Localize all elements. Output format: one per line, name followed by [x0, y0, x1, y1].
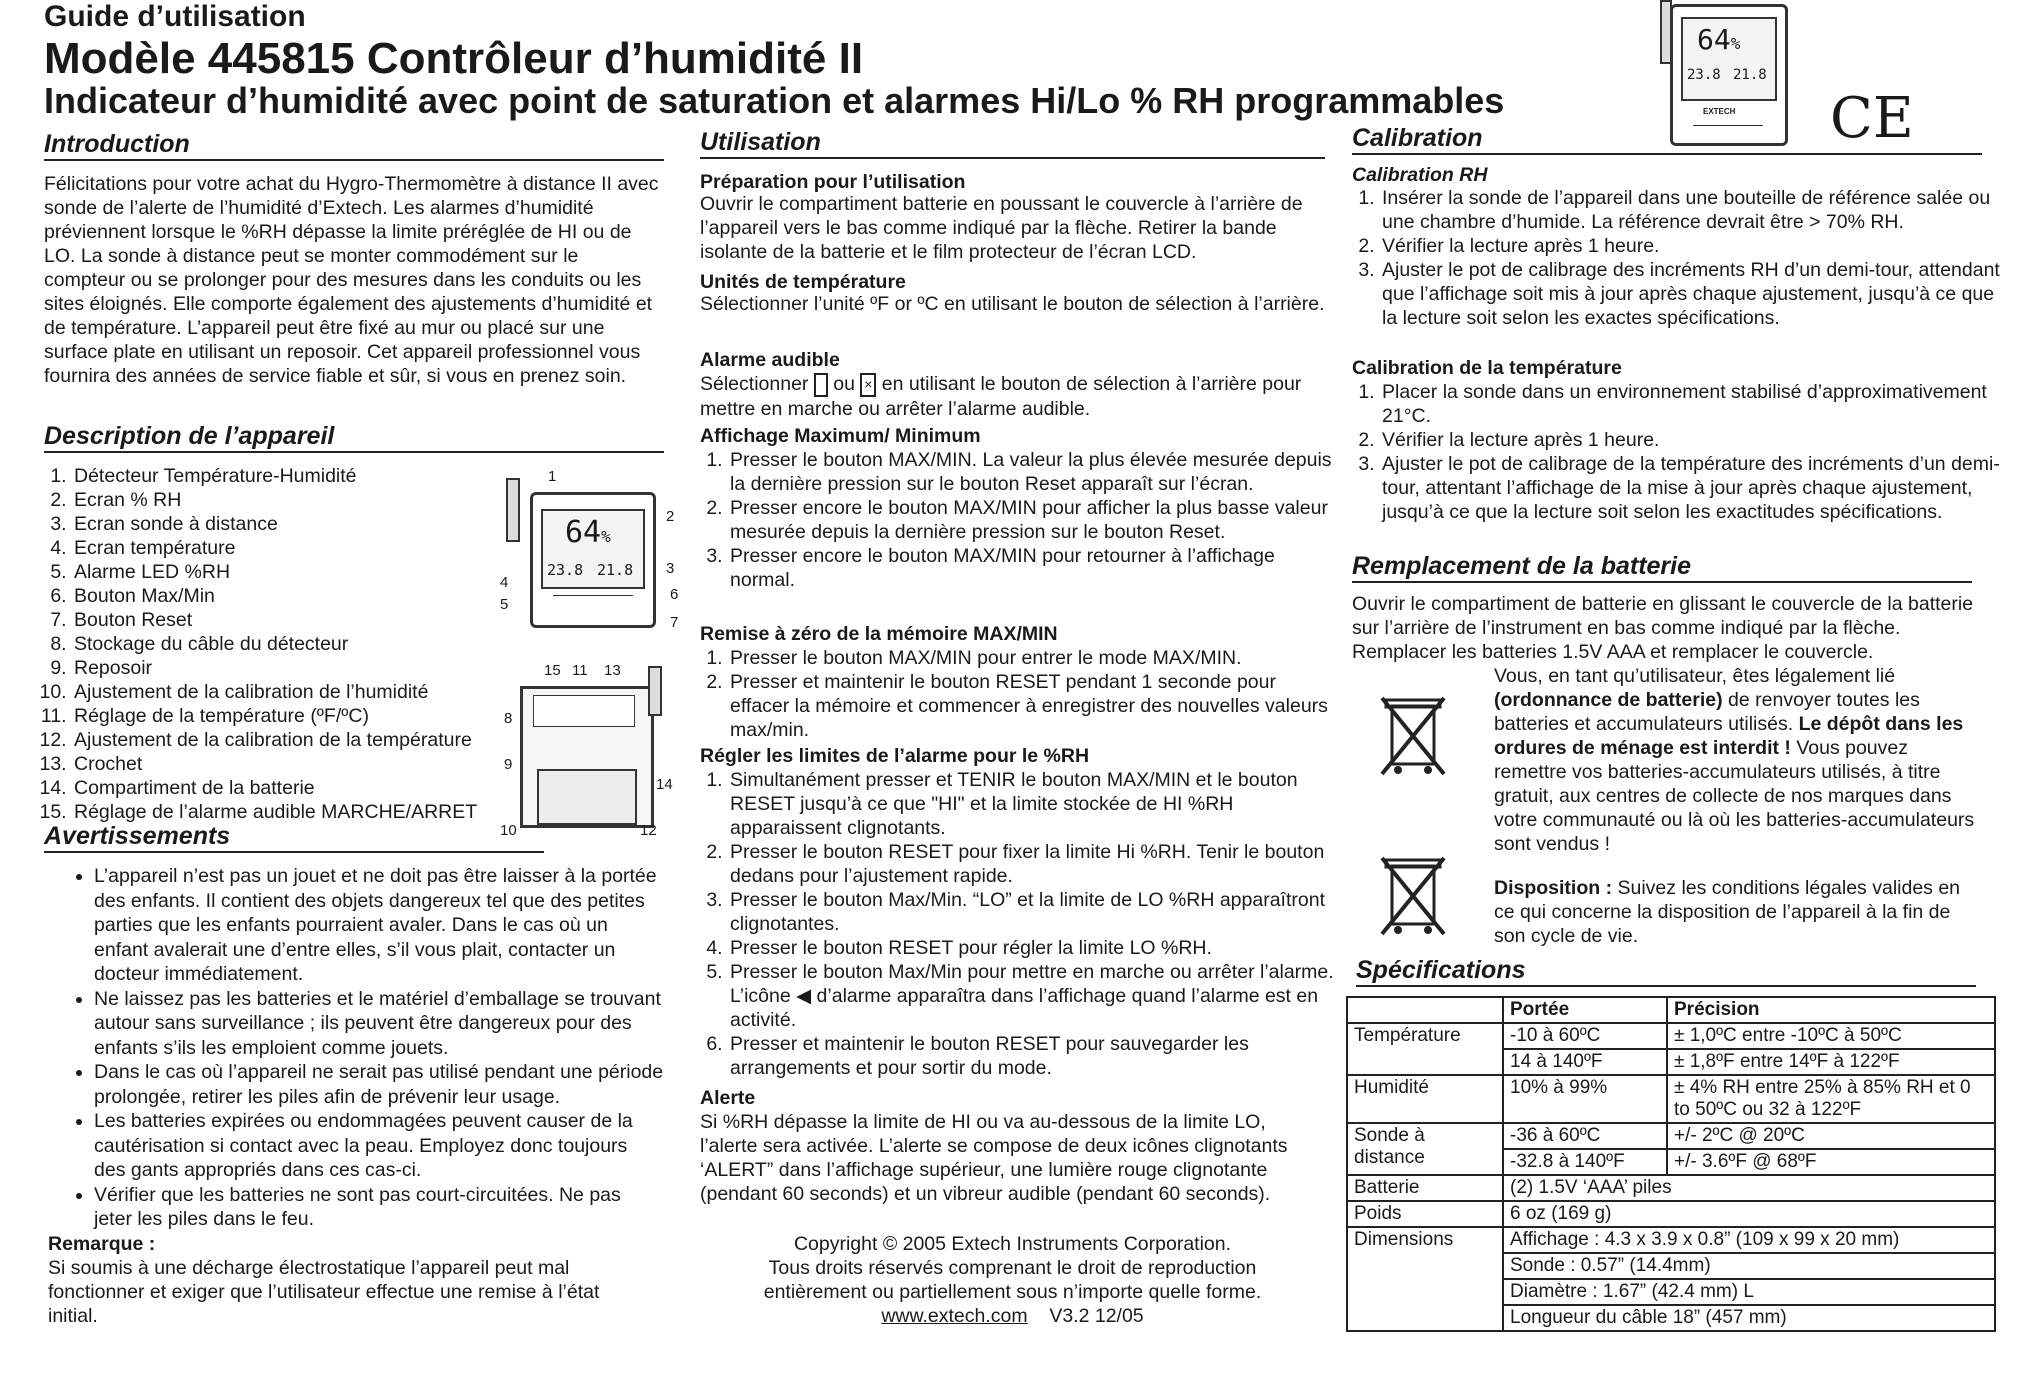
callout-5: 5 [500, 596, 509, 613]
specs-heading: Spécifications [1356, 956, 1976, 987]
rights-line-2: entièrement ou partiellement sous n’importe quelle forme. [763, 1281, 1262, 1303]
spec-cell: 14 à 140ºF [1503, 1049, 1667, 1075]
spec-label: Batterie [1347, 1175, 1503, 1201]
utilisation-heading: Utilisation [700, 128, 1325, 159]
callout-14: 14 [656, 776, 673, 793]
maxmin-item: 2. Presser encore le bouton MAX/MIN pour afficher la plus basse valeur mesurée depuis la dernière pression sur le bouton Reset. [728, 496, 1338, 544]
table-row [1347, 1201, 1995, 1227]
limits-item: 4. Presser le bouton RESET pour régler la limite LO %RH. [728, 936, 1338, 960]
spec-cell: 10% à 99% [1503, 1075, 1667, 1123]
rh-calibration-item: 2. Vérifier la lecture après 1 heure. [1380, 234, 2010, 258]
temp-calibration-heading: Calibration de la température [1352, 357, 1622, 379]
prep-heading: Préparation pour l’utilisation [700, 171, 966, 193]
page-title: Modèle 445815 Contrôleur d’humidité II [44, 34, 864, 83]
table-row [1347, 1075, 1995, 1123]
audible-text-c: en utilisant le bouton de sélection à l’arrière pour mettre en marche ou arrêter l’alarme audible. [700, 373, 1302, 420]
spec-label: Humidité [1347, 1075, 1503, 1123]
battery-legal-text [1494, 664, 1982, 856]
callout-2: 2 [666, 508, 675, 525]
audible-text [700, 372, 1325, 421]
lcd-temp-1: 23.8 [1687, 67, 1721, 83]
rights-line-1: Tous droits réservés comprenant le droit de reproduction [768, 1257, 1257, 1279]
callout-7: 7 [670, 614, 679, 631]
spec-cell: -32.8 à 140ºF [1503, 1149, 1667, 1175]
description-item: 10. Ajustement de la calibration de l’humidité [72, 680, 552, 704]
table-row [1347, 1175, 1995, 1201]
disposal-text [1494, 876, 1982, 948]
maxmin-list [700, 448, 1338, 592]
callout-10: 10 [500, 822, 517, 839]
version-label: V3.2 12/05 [1049, 1305, 1144, 1327]
warning-item: • Vérifier que les batteries ne sont pas court-circuitées. Ne pas jeter les piles dans le feu. [94, 1183, 664, 1232]
battery-legal-1-bold: (ordonnance de batterie) [1494, 689, 1723, 711]
calibration-heading: Calibration [1352, 124, 1982, 155]
limits-item: 2. Presser le bouton RESET pour fixer la limite Hi %RH. Tenir le bouton dedans pour l’ajustement rapide. [728, 840, 1338, 888]
rh-calibration-item: 1. Insérer la sonde de l’appareil dans une bouteille de référence salée ou une chambre d’humide. La référence devrait être > 70% RH. [1380, 186, 2010, 234]
guide-label: Guide d’utilisation [44, 0, 306, 33]
spec-label: Dimensions [1347, 1227, 1503, 1331]
description-item: 15. Réglage de l’alarme audible MARCHE/ARRET [72, 800, 552, 824]
col-range-header: Portée [1503, 997, 1667, 1023]
alert-heading: Alerte [700, 1087, 756, 1109]
callout-12: 12 [640, 822, 657, 839]
audible-text-a: Sélectionner [700, 373, 809, 395]
reset-item: 2. Presser et maintenir le bouton RESET pendant 1 seconde pour effacer la mémoire et commencer à enregistrer des nouvelles valeurs max/min. [728, 670, 1338, 742]
remark-heading: Remarque : [48, 1233, 156, 1255]
maxmin-heading: Affichage Maximum/ Minimum [700, 425, 981, 447]
rh-calibration-list [1352, 186, 2010, 330]
reset-item: 1. Presser le bouton MAX/MIN pour entrer le mode MAX/MIN. [728, 646, 1338, 670]
spec-cell: +/- 3.6ºF @ 68ºF [1667, 1149, 1995, 1175]
temp-calibration-item: 3. Ajuster le pot de calibrage de la température des incréments d’un demi-tour, attentant l’affichage de la mise à jour après chaque ajustement, jusqu’à ce que la lecture soit selon les exactitudes spécifications. [1380, 452, 2010, 524]
callout-4: 4 [500, 574, 509, 591]
callout-1: 1 [548, 468, 557, 485]
spec-label: Sonde à distance [1347, 1123, 1503, 1175]
description-item: 6. Bouton Max/Min [72, 584, 552, 608]
description-item: 1. Détecteur Température-Humidité [72, 464, 552, 488]
table-row [1347, 1227, 1995, 1253]
table-row [1347, 997, 1995, 1023]
warning-item: • Les batteries expirées ou endommagées peuvent causer de la cautérisation si contact avec la peau. Employez donc toujours des gants appropriés dans ces cas-ci. [94, 1109, 664, 1183]
spec-cell: (2) 1.5V ‘AAA’ piles [1503, 1175, 1995, 1201]
warning-item: • Ne laissez pas les batteries et le matériel d’emballage se trouvant autour sans surveillance ; ils peuvent être dangereux pour des enfants s’ils les emploient comme jouets. [94, 987, 664, 1061]
battery-legal-2-bold: Le dépôt dans les ordures de ménage est interdit ! [1494, 713, 1964, 759]
warning-item: • Dans le cas où l’appareil ne serait pas utilisé pendant une période prolongée, retirer les piles afin de prévenir leur usage. [94, 1060, 664, 1109]
description-item: 8. Stockage du câble du détecteur [72, 632, 552, 656]
spec-cell: -36 à 60ºC [1503, 1123, 1667, 1149]
device-brand: EXTECH [1703, 107, 1736, 116]
description-list [44, 464, 552, 824]
reset-heading: Remise à zéro de la mémoire MAX/MIN [700, 623, 1058, 645]
alarm-off-icon: × [860, 373, 876, 397]
warnings-heading: Avertissements [44, 822, 544, 853]
description-item: 3. Ecran sonde à distance [72, 512, 552, 536]
limits-item: 3. Presser le bouton Max/Min. “LO” et la limite de LO %RH apparaîtront clignotantes. [728, 888, 1338, 936]
rh-calibration-heading: Calibration RH [1352, 164, 1488, 186]
limits-item: 5. Presser le bouton Max/Min pour mettre en marche ou arrêter l’alarme. L’icône ◀ d’alarme apparaîtra dans l’affichage quand l’alarme est en activité. [728, 960, 1338, 1032]
battery-legal-3: Vous pouvez remettre vos batteries-accumulateurs utilisés, à titre gratuit, aux centres de collecte de nos marques dans votre communauté ou là où les batteries-accumulateurs sont vendus ! [1494, 737, 1975, 855]
limits-item: 6. Presser et maintenir le bouton RESET pour sauvegarder les arrangements et pour sortir du mode. [728, 1032, 1338, 1080]
callout-11: 11 [572, 662, 588, 679]
copyright-text: Copyright © 2005 Extech Instruments Corporation. [793, 1233, 1232, 1255]
disposal-bold: Disposition : [1494, 877, 1613, 899]
website-link[interactable]: www.extech.com [881, 1305, 1028, 1327]
description-item: 2. Ecran % RH [72, 488, 552, 512]
callout-3: 3 [666, 560, 675, 577]
units-heading: Unités de température [700, 271, 906, 293]
spec-cell: Longueur du câble 18” (457 mm) [1503, 1305, 1995, 1331]
alarm-on-icon [814, 373, 828, 397]
description-item: 14. Compartiment de la batterie [72, 776, 552, 800]
maxmin-item: 3. Presser encore le bouton MAX/MIN pour retourner à l’affichage normal. [728, 544, 1338, 592]
audible-text-b: ou [833, 373, 855, 395]
table-row [1347, 1123, 1995, 1149]
description-item: 11. Réglage de la température (ºF/ºC) [72, 704, 552, 728]
spec-cell: Sonde : 0.57” (14.4mm) [1503, 1253, 1995, 1279]
limits-list [700, 768, 1338, 1080]
maxmin-item: 1. Presser le bouton MAX/MIN. La valeur la plus élevée mesurée depuis la dernière pression sur le bouton Reset apparaît sur l’écran. [728, 448, 1338, 496]
description-item: 7. Bouton Reset [72, 608, 552, 632]
crossed-bin-icon [1378, 690, 1448, 780]
page-subtitle: Indicateur d’humidité avec point de saturation et alarmes Hi/Lo % RH programmables [44, 80, 1505, 121]
callout-6: 6 [670, 586, 679, 603]
table-row [1347, 1023, 1995, 1049]
limits-item: 1. Simultanément presser et TENIR le bouton MAX/MIN et le bouton RESET jusqu’à ce que "HI" et la limite stockée de HI %RH apparaissent clignotants. [728, 768, 1338, 840]
battery-legal-2: de renvoyer toutes les batteries et accumulateurs utilisés. [1494, 689, 1920, 735]
specs-table [1346, 996, 1996, 1332]
warnings-list [44, 864, 664, 1232]
description-item: 4. Ecran température [72, 536, 552, 560]
battery-heading: Remplacement de la batterie [1352, 552, 1972, 583]
device-front-diagram: 64% 23.8 21.8 1 2 3 4 5 6 7 [500, 468, 679, 631]
spec-cell: ± 1,0ºC entre -10ºC à 50ºC [1667, 1023, 1995, 1049]
spec-label: Poids [1347, 1201, 1503, 1227]
rh-calibration-item: 3. Ajuster le pot de calibrage des incréments RH d’un demi-tour, attendant que l’affichage soit mis à jour après chaque ajustement, jusqu’à ce que la lecture soit selon les exactes spécifications. [1380, 258, 2010, 330]
spec-cell: ± 4% RH entre 25% à 85% RH et 0 to 50ºC ou 32 à 122ºF [1667, 1075, 1995, 1123]
spec-label: Température [1347, 1023, 1503, 1075]
callout-13: 13 [604, 662, 621, 679]
battery-text: Ouvrir le compartiment de batterie en glissant le couvercle de la batterie sur l’arrière de l’instrument en bas comme indiqué par la flèche. Remplacer les batteries 1.5V AAA et remplacer le couvercle. [1352, 593, 1974, 663]
description-item: 13. Crochet [72, 752, 552, 776]
callout-15: 15 [544, 662, 561, 679]
spec-cell: +/- 2ºC @ 20ºC [1667, 1123, 1995, 1149]
description-item: 9. Reposoir [72, 656, 552, 680]
spec-cell: Diamètre : 1.67” (42.4 mm) L [1503, 1279, 1995, 1305]
limits-heading: Régler les limites de l’alarme pour le %RH [700, 745, 1090, 767]
description-item: 5. Alarme LED %RH [72, 560, 552, 584]
lcd-temp-2: 21.8 [1733, 67, 1767, 83]
temp-calibration-list [1352, 380, 2010, 524]
temp-calibration-item: 2. Vérifier la lecture après 1 heure. [1380, 428, 2010, 452]
col-precision-header: Précision [1667, 997, 1995, 1023]
remark-text: Si soumis à une décharge électrostatique l’appareil peut mal fonctionner et exiger que l’utilisateur effectue une remise à l’état initial. [48, 1257, 600, 1327]
footer-block [700, 1232, 1325, 1328]
disposal-body: Suivez les conditions légales valides en ce qui concerne la disposition de l’appareil à la fin de son cycle de vie. [1494, 877, 1961, 947]
spec-cell: Affichage : 4.3 x 3.9 x 0.8” (109 x 99 x 20 mm) [1503, 1227, 1995, 1253]
lcd-rh-value: 64 [1697, 23, 1731, 56]
alert-text: Si %RH dépasse la limite de HI ou va au-dessous de la limite LO, l’alerte sera activée. L’alerte se compose de deux icônes clignotants ‘ALERT” dans l’affichage supérieur, une lumière rouge clignotante (pendant 60 seconds) et un vibreur audible (pendant 60 seconds). [700, 1111, 1288, 1205]
units-text: Sélectionner l’unité ºF or ºC en utilisant le bouton de sélection à l’arrière. [700, 293, 1325, 315]
warning-item: • L’appareil n’est pas un jouet et ne doit pas être laisser à la portée des enfants. Il contient des objets dangereux tel que des petites parties que les enfants pourraient avaler. Dans le cas où un enfant avalerait une d’entre elles, s’il vous plait, contacter un docteur immédiatement. [94, 864, 664, 987]
battery-legal-1: Vous, en tant qu’utilisateur, êtes légalement lié [1494, 665, 1896, 687]
introduction-text: Félicitations pour votre achat du Hygro-Thermomètre à distance II avec sonde de l’alerte de l’humidité d’Extech. Les alarmes d’humidité préviennent lorsque le %RH dépasse la limite préréglée de HI ou de LO. La sonde à distance peut se monter commodément sur le compteur ou se prolonger pour des mesures dans les conduits ou les sites éloignés. Elle comporte également des ajustements d’humidité et de température. L’appareil peut être fixé au mur ou placé sur une surface plate en utilisant un reposoir. Cet appareil professionnel vous fournira des années de service fiable et sûr, si vous en prenez soin. [44, 173, 659, 387]
reset-list [700, 646, 1338, 742]
prep-text: Ouvrir le compartiment batterie en poussant le couvercle à l’arrière de l’appareil vers le bas comme indiqué par la flèche. Retirer la bande isolante de la batterie et le film protecteur de l’écran LCD. [700, 193, 1303, 263]
audible-heading: Alarme audible [700, 349, 840, 371]
temp-calibration-item: 1. Placer la sonde dans un environnement stabilisé d’approximativement 21°C. [1380, 380, 2010, 428]
callout-8: 8 [504, 710, 513, 727]
spec-cell: 6 oz (169 g) [1503, 1201, 1995, 1227]
crossed-bin-icon [1378, 850, 1448, 940]
spec-cell: -10 à 60ºC [1503, 1023, 1667, 1049]
lcd-rh-unit: % [1730, 34, 1741, 53]
description-heading: Description de l’appareil [44, 422, 664, 453]
callout-9: 9 [504, 756, 513, 773]
description-item: 12. Ajustement de la calibration de la température [72, 728, 552, 752]
spec-cell: ± 1,8ºF entre 14ºF à 122ºF [1667, 1049, 1995, 1075]
device-back-diagram [500, 662, 680, 842]
introduction-heading: Introduction [44, 130, 664, 161]
ce-mark-icon: CE [1830, 86, 1914, 151]
